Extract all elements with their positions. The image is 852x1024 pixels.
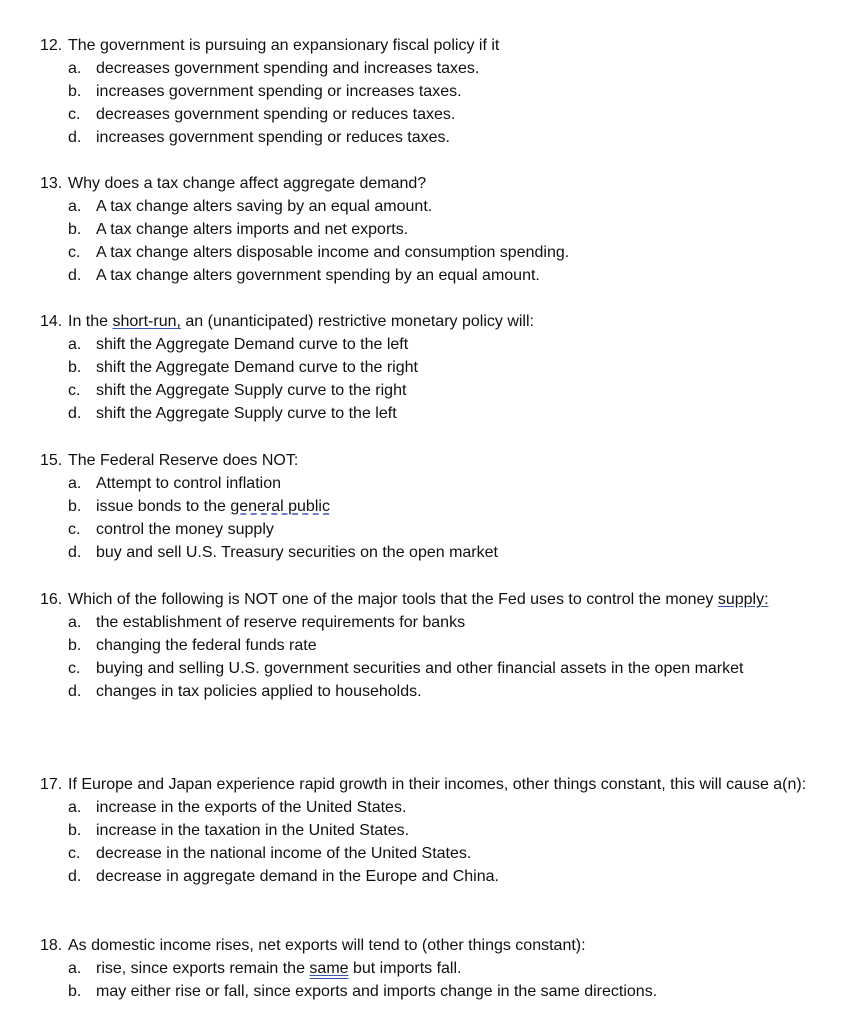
option-b — [68, 356, 820, 379]
question-text: Why does a tax change affect aggregate demand? — [68, 175, 427, 192]
question-17 — [40, 773, 820, 888]
option-text: shift the Aggregate Demand curve to the left — [96, 336, 409, 353]
question-stem — [40, 172, 820, 195]
option-letter: a. — [68, 336, 82, 353]
option-c — [68, 518, 820, 541]
option-text-start: rise, since exports remain the — [96, 960, 310, 977]
question-text: The government is pursuing an expansionary fiscal policy if it — [68, 37, 500, 54]
option-a — [68, 957, 820, 980]
option-c — [68, 657, 820, 680]
option-letter: c. — [68, 660, 81, 677]
option-a — [68, 57, 820, 80]
question-text: The Federal Reserve does NOT: — [68, 452, 299, 469]
option-letter: d. — [68, 405, 82, 422]
option-text: changes in tax policies applied to households. — [96, 683, 422, 700]
question-15 — [40, 449, 820, 564]
option-letter: a. — [68, 960, 82, 977]
option-a — [68, 796, 820, 819]
option-text: decreases government spending and increases taxes. — [96, 60, 480, 77]
option-letter: b. — [68, 359, 82, 376]
option-letter: d. — [68, 868, 82, 885]
option-text: shift the Aggregate Supply curve to the right — [96, 382, 407, 399]
option-d — [68, 865, 820, 888]
question-text-start: Which of the following is NOT one of the major tools that the Fed uses to control the money — [68, 591, 718, 608]
question-text-end: an (unanticipated) restrictive monetary policy will: — [180, 313, 534, 330]
option-d — [68, 680, 820, 703]
question-text-start: In the — [68, 313, 113, 330]
question-13 — [40, 172, 820, 287]
option-text-end: but imports fall. — [348, 960, 462, 977]
option-letter: d. — [68, 129, 82, 146]
option-letter: b. — [68, 637, 82, 654]
option-letter: c. — [68, 521, 81, 538]
option-text: A tax change alters imports and net exports. — [96, 221, 409, 238]
question-number: 18. — [40, 937, 63, 954]
option-text: may either rise or fall, since exports and imports change in the same directions. — [96, 983, 658, 1000]
option-letter: b. — [68, 83, 82, 100]
option-list — [68, 957, 820, 1003]
option-text: buy and sell U.S. Treasury securities on the open market — [96, 544, 498, 561]
option-text: increases government spending or increases taxes. — [96, 83, 462, 100]
question-stem — [40, 34, 820, 57]
option-text: control the money supply — [96, 521, 274, 538]
option-b — [68, 980, 820, 1003]
question-stem — [40, 934, 820, 957]
question-18 — [40, 934, 820, 1003]
option-list — [68, 195, 820, 287]
question-number: 14. — [40, 313, 63, 330]
option-a — [68, 195, 820, 218]
grammar-flagged-word: supply: — [717, 591, 769, 608]
option-letter: b. — [68, 822, 82, 839]
option-letter: b. — [68, 221, 82, 238]
question-stem — [40, 773, 820, 796]
option-letter: a. — [68, 614, 82, 631]
option-c — [68, 842, 820, 865]
option-text: increases government spending or reduces taxes. — [96, 129, 450, 146]
option-letter: c. — [68, 244, 81, 261]
option-text: buying and selling U.S. government securities and other financial assets in the open market — [96, 660, 744, 677]
option-text: increase in the taxation in the United States. — [96, 822, 410, 839]
option-letter: c. — [68, 382, 81, 399]
option-list — [68, 472, 820, 564]
option-letter: c. — [68, 845, 81, 862]
question-12 — [40, 34, 820, 149]
option-b — [68, 634, 820, 657]
option-a — [68, 472, 820, 495]
option-letter: b. — [68, 498, 82, 515]
option-letter: d. — [68, 267, 82, 284]
option-d — [68, 402, 820, 425]
option-c — [68, 241, 820, 264]
option-letter: b. — [68, 983, 82, 1000]
grammar-flagged-phrase: general public — [230, 498, 330, 515]
option-c — [68, 379, 820, 402]
option-text — [96, 957, 820, 980]
option-text-start: issue bonds to the — [96, 498, 231, 515]
question-16 — [40, 588, 820, 703]
option-list — [68, 333, 820, 425]
option-text: decrease in aggregate demand in the Europe and China. — [96, 868, 499, 885]
question-text: As domestic income rises, net exports will tend to (other things constant): — [68, 937, 586, 954]
option-text: A tax change alters saving by an equal amount. — [96, 198, 433, 215]
option-a — [68, 333, 820, 356]
question-number: 13. — [40, 175, 63, 192]
option-c — [68, 103, 820, 126]
question-14 — [40, 310, 820, 425]
option-b — [68, 495, 820, 518]
option-letter: a. — [68, 799, 82, 816]
option-a — [68, 611, 820, 634]
question-text — [68, 310, 820, 333]
option-text: changing the federal funds rate — [96, 637, 317, 654]
option-text: decrease in the national income of the United States. — [96, 845, 472, 862]
option-text: the establishment of reserve requirements for banks — [96, 614, 466, 631]
option-b — [68, 218, 820, 241]
option-d — [68, 264, 820, 287]
option-text: decreases government spending or reduces taxes. — [96, 106, 456, 123]
option-list — [68, 611, 820, 703]
question-number: 15. — [40, 452, 63, 469]
option-letter: d. — [68, 683, 82, 700]
option-b — [68, 80, 820, 103]
option-b — [68, 819, 820, 842]
option-text: shift the Aggregate Supply curve to the left — [96, 405, 397, 422]
option-text: A tax change alters government spending by an equal amount. — [96, 267, 540, 284]
question-text: If Europe and Japan experience rapid growth in their incomes, other things constant, this will cause a(n): — [68, 776, 807, 793]
option-letter: d. — [68, 544, 82, 561]
question-number: 12. — [40, 37, 63, 54]
question-text — [68, 588, 820, 611]
question-stem — [40, 588, 820, 611]
grammar-flagged-word: same — [309, 960, 349, 977]
option-letter: a. — [68, 475, 82, 492]
option-text: shift the Aggregate Demand curve to the right — [96, 359, 418, 376]
option-d — [68, 541, 820, 564]
option-list — [68, 796, 820, 888]
option-list — [68, 57, 820, 149]
option-d — [68, 126, 820, 149]
question-stem — [40, 449, 820, 472]
question-number: 16. — [40, 591, 63, 608]
question-number: 17. — [40, 776, 63, 793]
option-letter: a. — [68, 198, 82, 215]
question-stem — [40, 310, 820, 333]
grammar-flagged-word: short-run, — [112, 313, 181, 330]
option-text: Attempt to control inflation — [96, 475, 281, 492]
option-text: increase in the exports of the United States. — [96, 799, 407, 816]
option-text: A tax change alters disposable income and consumption spending. — [96, 244, 570, 261]
option-letter: c. — [68, 106, 81, 123]
option-letter: a. — [68, 60, 82, 77]
option-text — [96, 495, 820, 518]
